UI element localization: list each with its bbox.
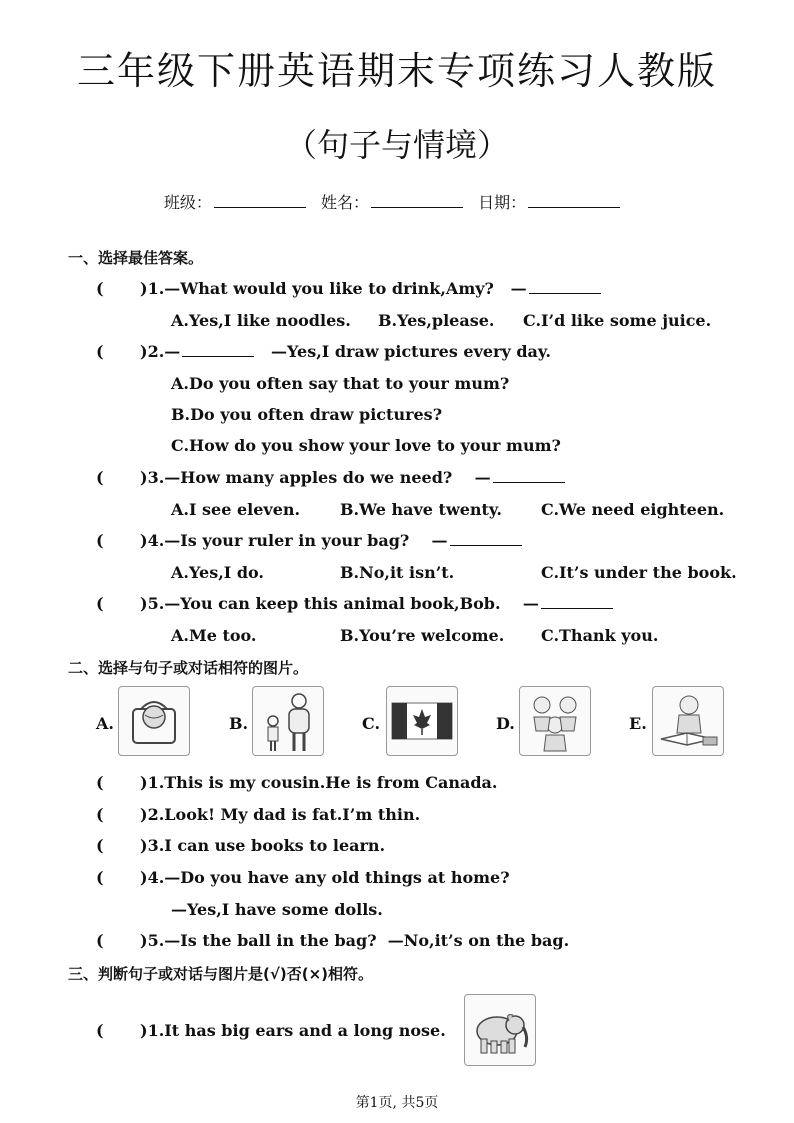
section2-heading: 二、选择与句子或对话相符的图片。: [68, 659, 309, 677]
name-blank[interactable]: [371, 193, 463, 208]
man-and-boy-icon: [252, 686, 324, 756]
s1-q2-option-b: B.Do you often draw pictures?: [171, 405, 443, 424]
s2-q4: )4.—Do you have any old things at home?: [140, 868, 510, 887]
page-title: 三年级下册英语期末专项练习人教版: [76, 49, 717, 93]
picture-label-a: A.: [96, 714, 114, 733]
s1-q2-text: )2.—: [140, 342, 181, 361]
picture-label-e: E.: [629, 714, 647, 733]
date-label: 日期：: [478, 193, 527, 212]
s3-q1: )1.It has big ears and a long nose.: [140, 1021, 446, 1040]
s2-q2: )2.Look! My dad is fat.I’m thin.: [140, 805, 421, 824]
answer-paren[interactable]: (: [96, 342, 104, 361]
answer-paren[interactable]: (: [96, 836, 104, 855]
s1-q5-blank[interactable]: [541, 594, 613, 609]
picture-label-c: C.: [362, 714, 381, 733]
s1-q5-dash: —: [522, 594, 539, 613]
s1-q5-option-c: C.Thank you.: [541, 626, 659, 645]
page-number: 第1页, 共5页: [355, 1095, 439, 1111]
s1-q4-option-a: A.Yes,I do.: [171, 563, 264, 582]
s1-q5: [140, 594, 613, 613]
s1-q1-option-c: C.I’d like some juice.: [523, 311, 712, 330]
girl-reading-icon: [652, 686, 724, 756]
s1-q5-option-b: B.You’re welcome.: [340, 626, 505, 645]
answer-paren[interactable]: (: [96, 868, 104, 887]
s1-q3-text: )3.—How many apples do we need?: [140, 468, 453, 487]
s1-q5-option-a: A.Me too.: [171, 626, 257, 645]
date-blank[interactable]: [528, 193, 620, 208]
s1-q1: [140, 279, 601, 298]
s2-q3: )3.I can use books to learn.: [140, 836, 386, 855]
name-label: 姓名：: [320, 193, 369, 212]
s1-q1-option-a: A.Yes,I like noodles.: [171, 311, 351, 330]
s1-q2-option-c: C.How do you show your love to your mum?: [171, 436, 561, 455]
s1-q1-text: )1.—What would you like to drink,Amy?: [140, 279, 494, 298]
page-subtitle: （句子与情境）: [284, 126, 509, 164]
s1-q4-option-c: C.It’s under the book.: [541, 563, 737, 582]
s1-q4: [140, 531, 522, 550]
canada-flag-icon: [386, 686, 458, 756]
s1-q5-text: )5.—You can keep this animal book,Bob.: [140, 594, 501, 613]
answer-paren[interactable]: (: [96, 279, 104, 298]
s1-q3-dash: —: [474, 468, 491, 487]
answer-paren[interactable]: (: [96, 931, 104, 950]
s1-q2-option-a: A.Do you often say that to your mum?: [171, 374, 510, 393]
s1-q1-blank[interactable]: [529, 279, 601, 294]
section3-heading: 三、判断句子或对话与图片是(√)否(×)相符。: [68, 965, 373, 983]
s2-q5: )5.—Is the ball in the bag? —No,it’s on the bag.: [140, 931, 570, 950]
s1-q1-dash: —: [510, 279, 527, 298]
s1-q4-option-b: B.No,it isn’t.: [340, 563, 455, 582]
three-girls-icon: [519, 686, 591, 756]
s1-q4-blank[interactable]: [450, 531, 522, 546]
elephant-icon: [464, 994, 536, 1066]
s2-q4-reply: —Yes,I have some dolls.: [171, 900, 383, 919]
s1-q3-option-c: C.We need eighteen.: [541, 500, 725, 519]
s2-q1: )1.This is my cousin.He is from Canada.: [140, 773, 498, 792]
s1-q3-blank[interactable]: [493, 468, 565, 483]
answer-paren[interactable]: (: [96, 1021, 104, 1040]
class-blank[interactable]: [214, 193, 306, 208]
s1-q2-answer: —Yes,I draw pictures every day.: [271, 342, 551, 361]
class-label: 班级：: [163, 193, 212, 212]
answer-paren[interactable]: (: [96, 773, 104, 792]
picture-label-b: B.: [229, 714, 249, 733]
picture-label-d: D.: [496, 714, 515, 733]
s1-q3-option-b: B.We have twenty.: [340, 500, 502, 519]
answer-paren[interactable]: (: [96, 531, 104, 550]
s1-q4-dash: —: [431, 531, 448, 550]
student-info-row: [0, 190, 794, 213]
s1-q3-option-a: A.I see eleven.: [171, 500, 301, 519]
answer-paren[interactable]: (: [96, 468, 104, 487]
s1-q1-option-b: B.Yes,please.: [378, 311, 495, 330]
s1-q2: [140, 342, 551, 361]
s1-q2-blank[interactable]: [182, 342, 254, 357]
section1-heading: 一、选择最佳答案。: [68, 249, 204, 267]
answer-paren[interactable]: (: [96, 594, 104, 613]
s1-q4-text: )4.—Is your ruler in your bag?: [140, 531, 410, 550]
bag-with-ball-icon: [118, 686, 190, 756]
s1-q3: [140, 468, 565, 487]
answer-paren[interactable]: (: [96, 805, 104, 824]
